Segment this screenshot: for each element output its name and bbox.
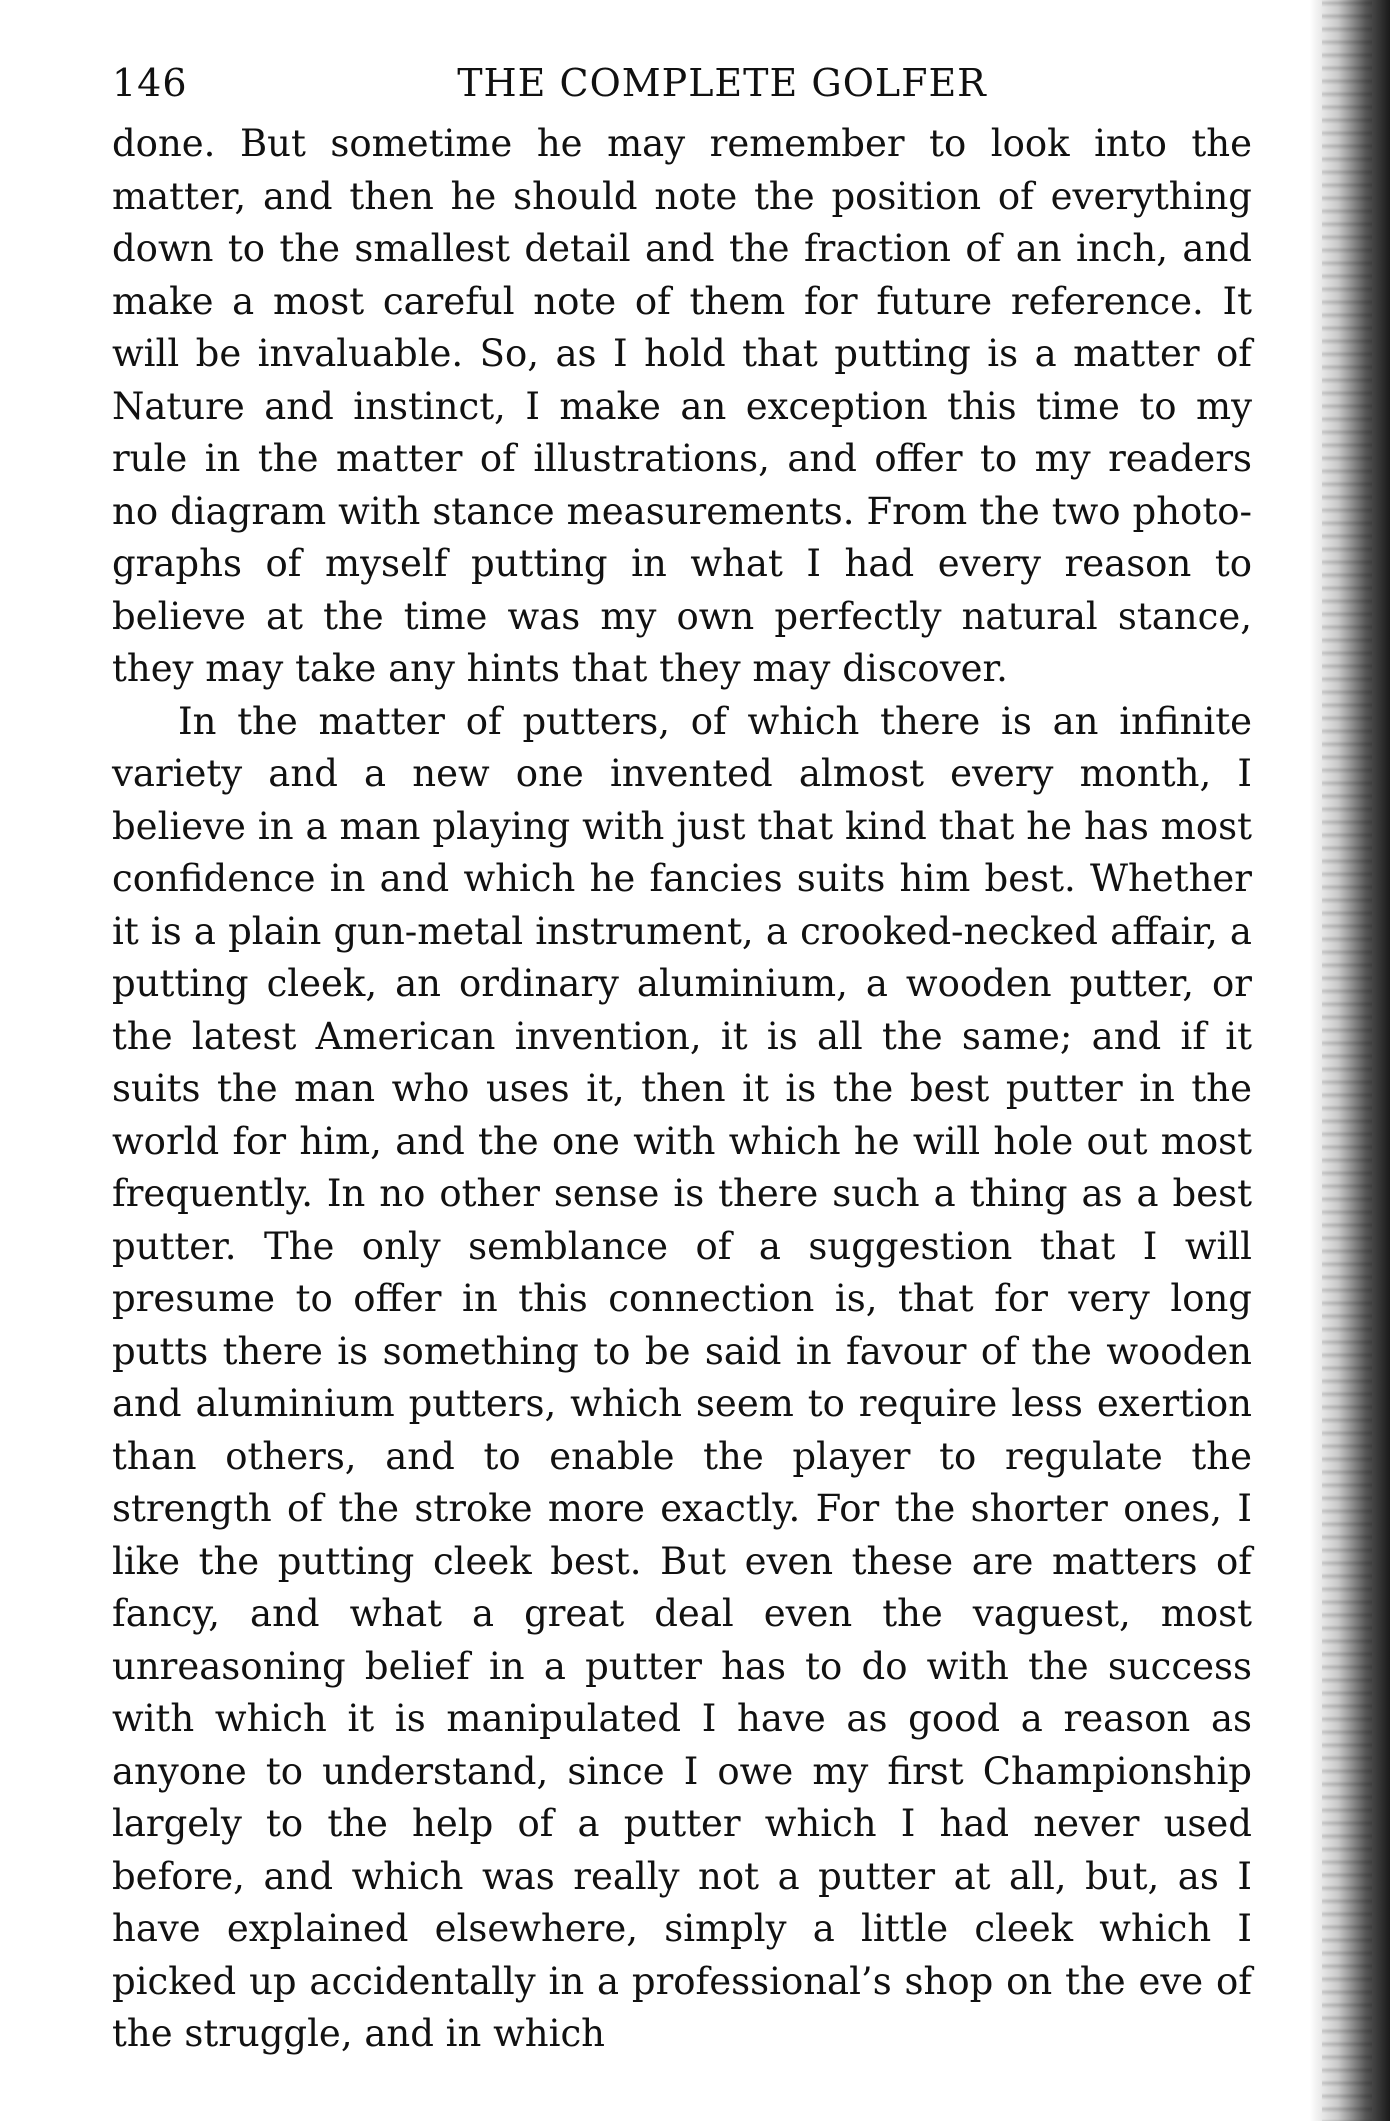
running-title: THE COMPLETE GOLFER	[457, 61, 987, 105]
running-head	[112, 48, 1252, 118]
page-edge-texture	[1322, 0, 1372, 2121]
paragraph-continued: done. But sometime he may remember to look into the matter, and then he should note the position of everything down to the smallest detail and the fraction of an inch, and make a most careful note of them for future reference. It will be invaluable. So, as I hold that putting is a matter of Nature and instinct, I make an exception this time to my rule in the matter of illustrations, and offer to my readers no diagram with stance measurements. From the two photographs of myself putting in what I had every reason to believe at the time was my own perfectly natural stance, they may take any hints that they may discover.	[112, 122, 1252, 690]
page-number: 146	[112, 61, 188, 105]
paragraph-putters: In the matter of putters, of which there is an infinite variety and a new one invented almost every month, I believe in a man playing with just that kind that he has most confidence in and which he fancies suits him best. Whether it is a plain gun-metal instrument, a crooked-necked affair, a putting cleek, an ordinary aluminium, a wooden putter, or the latest American invention, it is all the same; and if it suits the man who uses it, then it is the best putter in the world for him, and the one with which he will hole out most frequently. In no other sense is there such a thing as a best putter. The only semblance of a suggestion that I will presume to offer in this connection is, that for very long putts there is something to be said in favour of the wooden and aluminium putters, which seem to require less exertion than others, and to enable the player to regulate the strength of the stroke more exactly. For the shorter ones, I like the putting cleek best. But even these are matters of fancy, and what a great deal even the vaguest, most unreasoning belief in a putter has to do with the success with which it is manipulated I have as good a reason as anyone to understand, since I owe my first Championship largely to the help of a putter which I had never used before, and which was really not a putter at all, but, as I have explained elsewhere, simply a little cleek which I picked up accidentally in a professional’s shop on the eve of the struggle, and in which	[112, 699, 1252, 2055]
text-block	[112, 48, 1252, 2061]
